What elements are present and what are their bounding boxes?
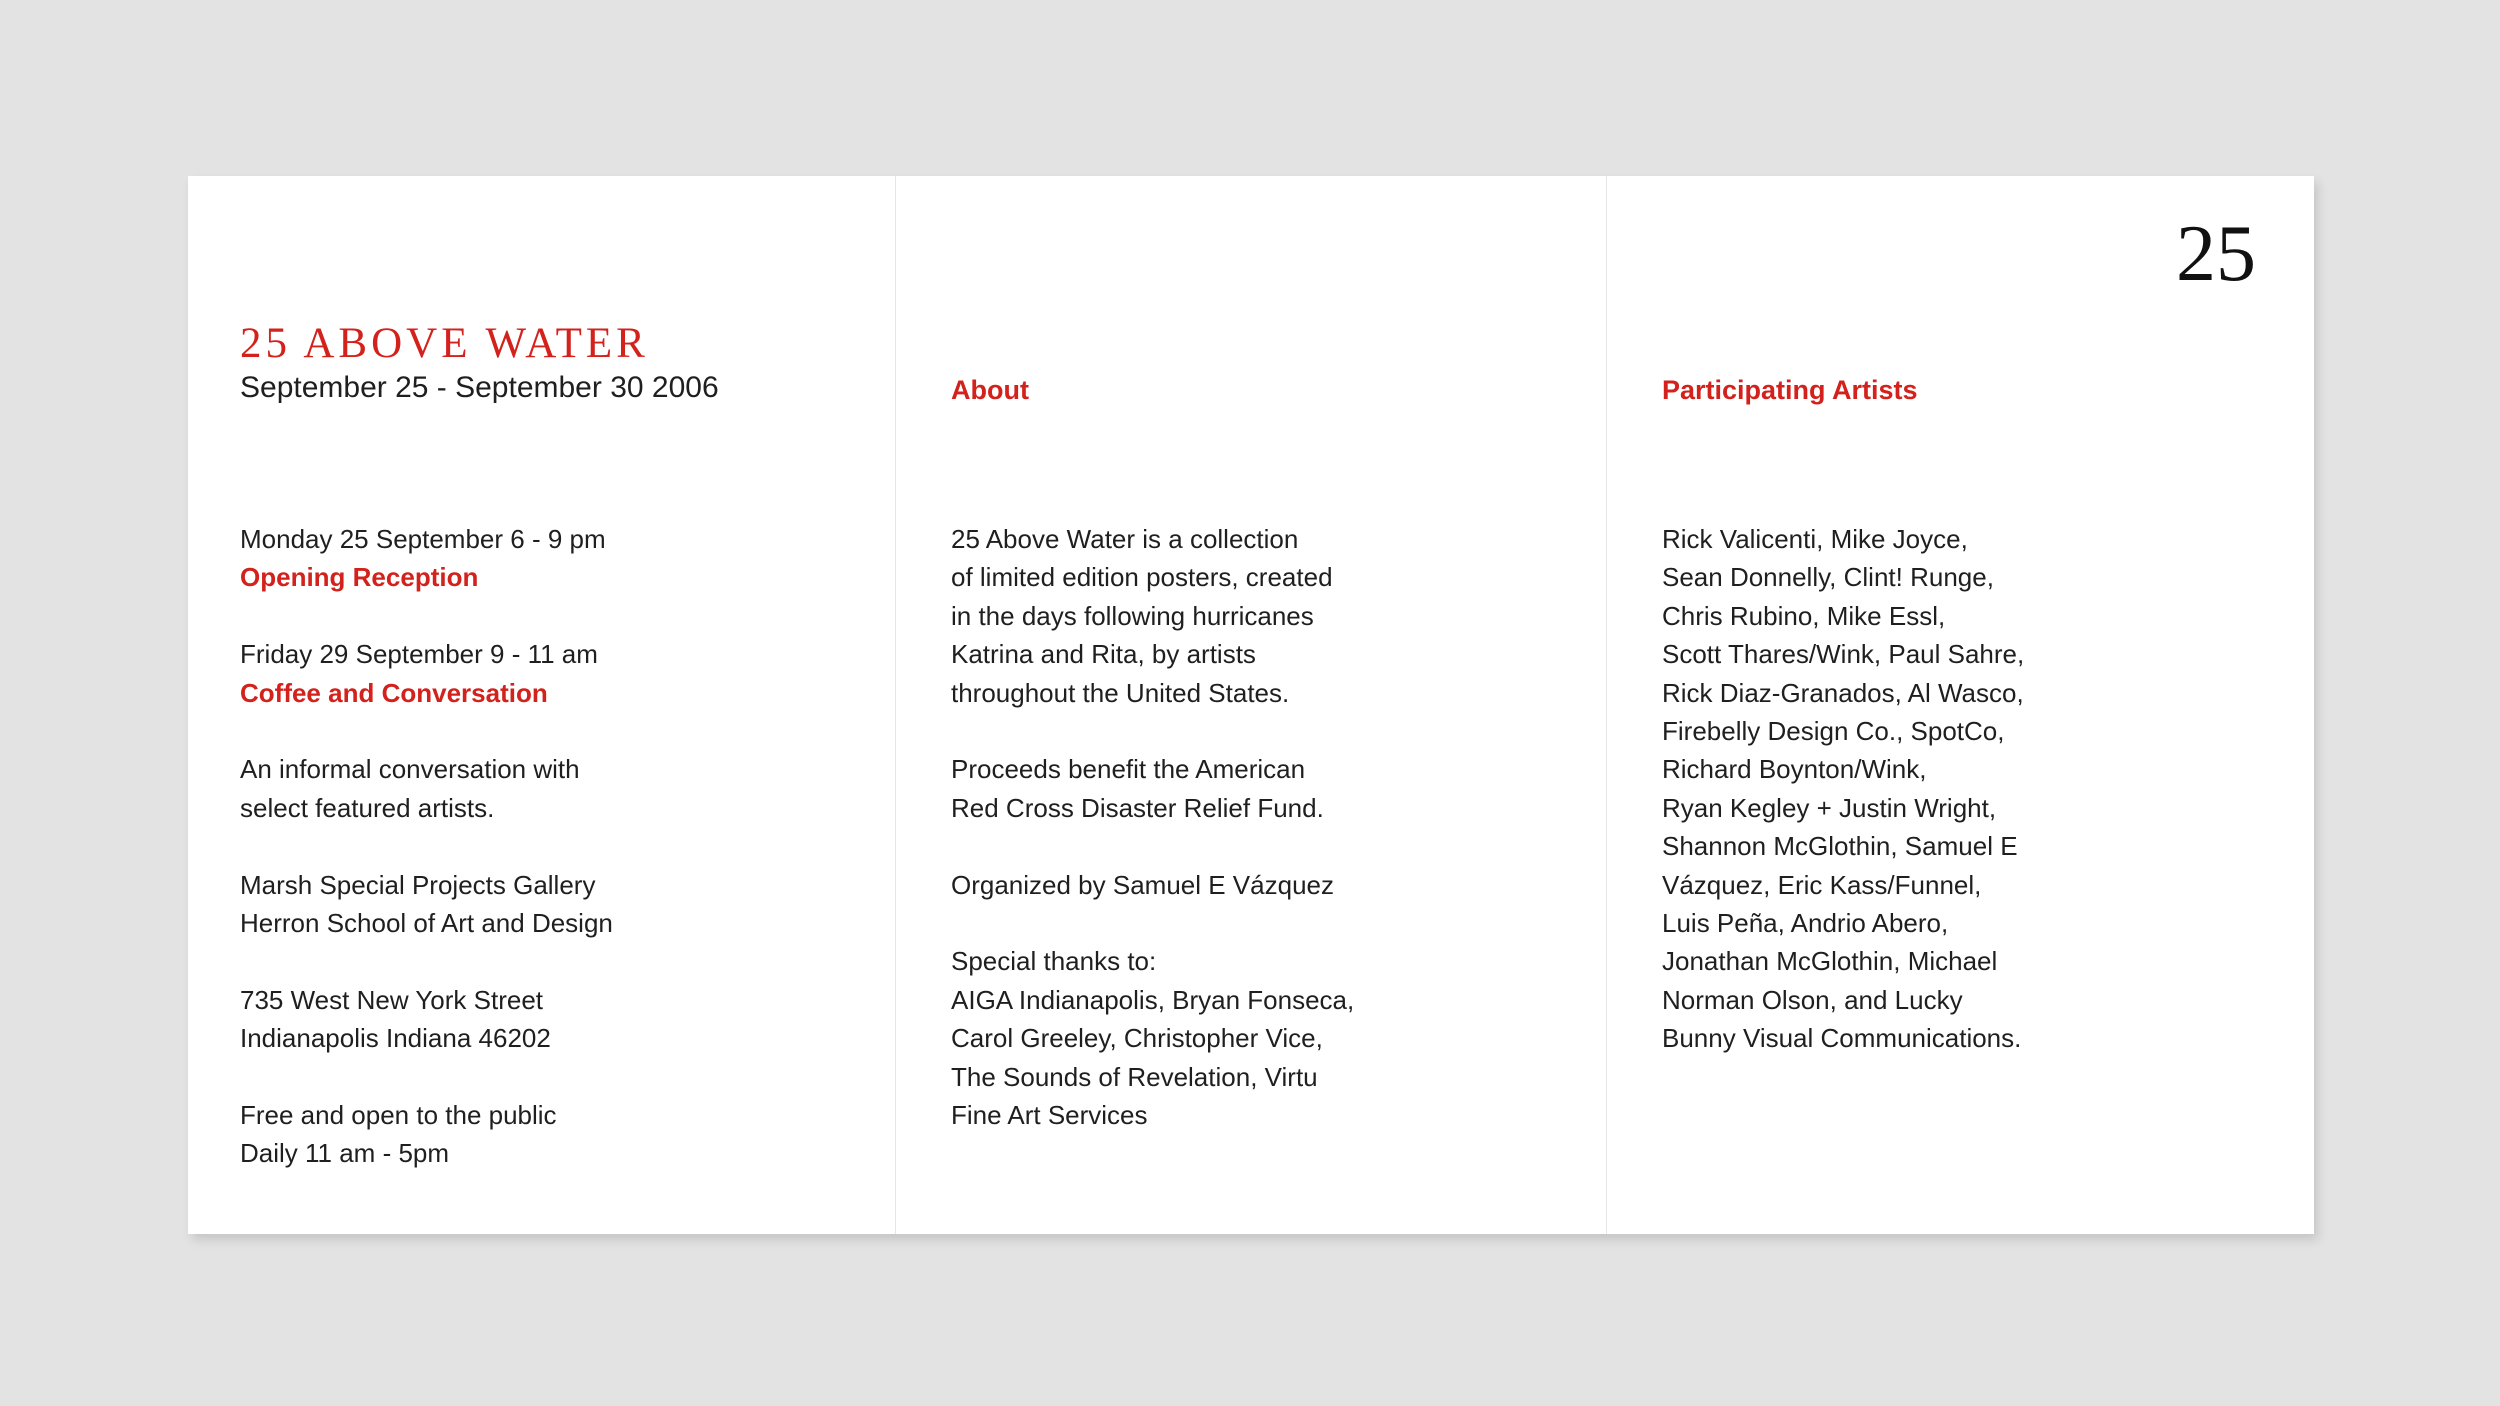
venue-line: Marsh Special Projects Gallery [240, 869, 596, 900]
artist-line: Norman Olson, and Lucky [1662, 984, 1963, 1015]
spacer [240, 942, 613, 980]
spacer [240, 712, 613, 750]
page-number: 25 [2176, 210, 2256, 298]
about-line: throughout the United States. [951, 677, 1290, 708]
about-line: Katrina and Rita, by artists [951, 639, 1256, 670]
panel-about [895, 176, 1606, 1234]
artist-line: Chris Rubino, Mike Essl, [1662, 600, 1946, 631]
artist-line: Scott Thares/Wink, Paul Sahre, [1662, 639, 2025, 670]
artist-line: Luis Peña, Andrio Abero, [1662, 908, 1949, 939]
about-text [951, 520, 1354, 1134]
about-line: in the days following hurricanes [951, 600, 1314, 631]
thanks-line: Carol Greeley, Christopher Vice, [951, 1023, 1323, 1054]
proceeds-line: Proceeds benefit the American [951, 754, 1306, 785]
event-title: 25 ABOVE WATER [240, 320, 649, 367]
artist-line: Richard Boynton/Wink, [1662, 754, 1927, 785]
thanks-line: The Sounds of Revelation, Virtu [951, 1061, 1318, 1092]
proceeds-line: Red Cross Disaster Relief Fund. [951, 792, 1324, 823]
spacer [951, 904, 1354, 942]
address-line: Indianapolis Indiana 46202 [240, 1023, 551, 1054]
artist-line: Ryan Kegley + Justin Wright, [1662, 792, 1997, 823]
artists-heading: Participating Artists [1662, 375, 1918, 405]
panel-artists [1606, 176, 2314, 1234]
event-1-when: Monday 25 September 6 - 9 pm [240, 524, 606, 554]
about-line: 25 Above Water is a collection [951, 524, 1299, 554]
admission-line: Free and open to the public [240, 1100, 557, 1131]
admission-line: Daily 11 am - 5pm [240, 1138, 450, 1169]
brochure [188, 176, 2314, 1234]
about-heading: About [951, 375, 1029, 405]
spacer [240, 827, 613, 865]
artist-line: Bunny Visual Communications. [1662, 1023, 2022, 1054]
thanks-line: Special thanks to: [951, 946, 1157, 977]
event-2-when: Friday 29 September 9 - 11 am [240, 639, 598, 670]
event-description-line: An informal conversation with [240, 754, 580, 785]
event-details-text [240, 520, 613, 1173]
artist-line: Rick Diaz-Granados, Al Wasco, [1662, 677, 2024, 708]
artist-line: Sean Donnelly, Clint! Runge, [1662, 562, 1994, 593]
artist-line: Shannon McGlothin, Samuel E [1662, 831, 2018, 862]
event-1-name: Opening Reception [240, 562, 479, 593]
event-description-line: select featured artists. [240, 792, 495, 823]
spacer [951, 712, 1354, 750]
artist-line: Vázquez, Eric Kass/Funnel, [1662, 869, 1982, 900]
address-line: 735 West New York Street [240, 984, 544, 1015]
event-2-name: Coffee and Conversation [240, 677, 548, 708]
venue-line: Herron School of Art and Design [240, 908, 613, 939]
event-dates: September 25 - September 30 2006 [240, 371, 719, 404]
artists-list [1662, 520, 2024, 1058]
thanks-line: AIGA Indianapolis, Bryan Fonseca, [951, 984, 1355, 1015]
thanks-line: Fine Art Services [951, 1100, 1148, 1131]
panel-event-details [188, 176, 895, 1234]
artist-line: Firebelly Design Co., SpotCo, [1662, 716, 2005, 747]
about-line: of limited edition posters, created [951, 562, 1333, 593]
organizer-line: Organized by Samuel E Vázquez [951, 869, 1334, 900]
spacer [951, 827, 1354, 865]
artist-line: Jonathan McGlothin, Michael [1662, 946, 1998, 977]
spacer [240, 1058, 613, 1096]
artist-line: Rick Valicenti, Mike Joyce, [1662, 524, 1968, 554]
spacer [240, 597, 613, 635]
